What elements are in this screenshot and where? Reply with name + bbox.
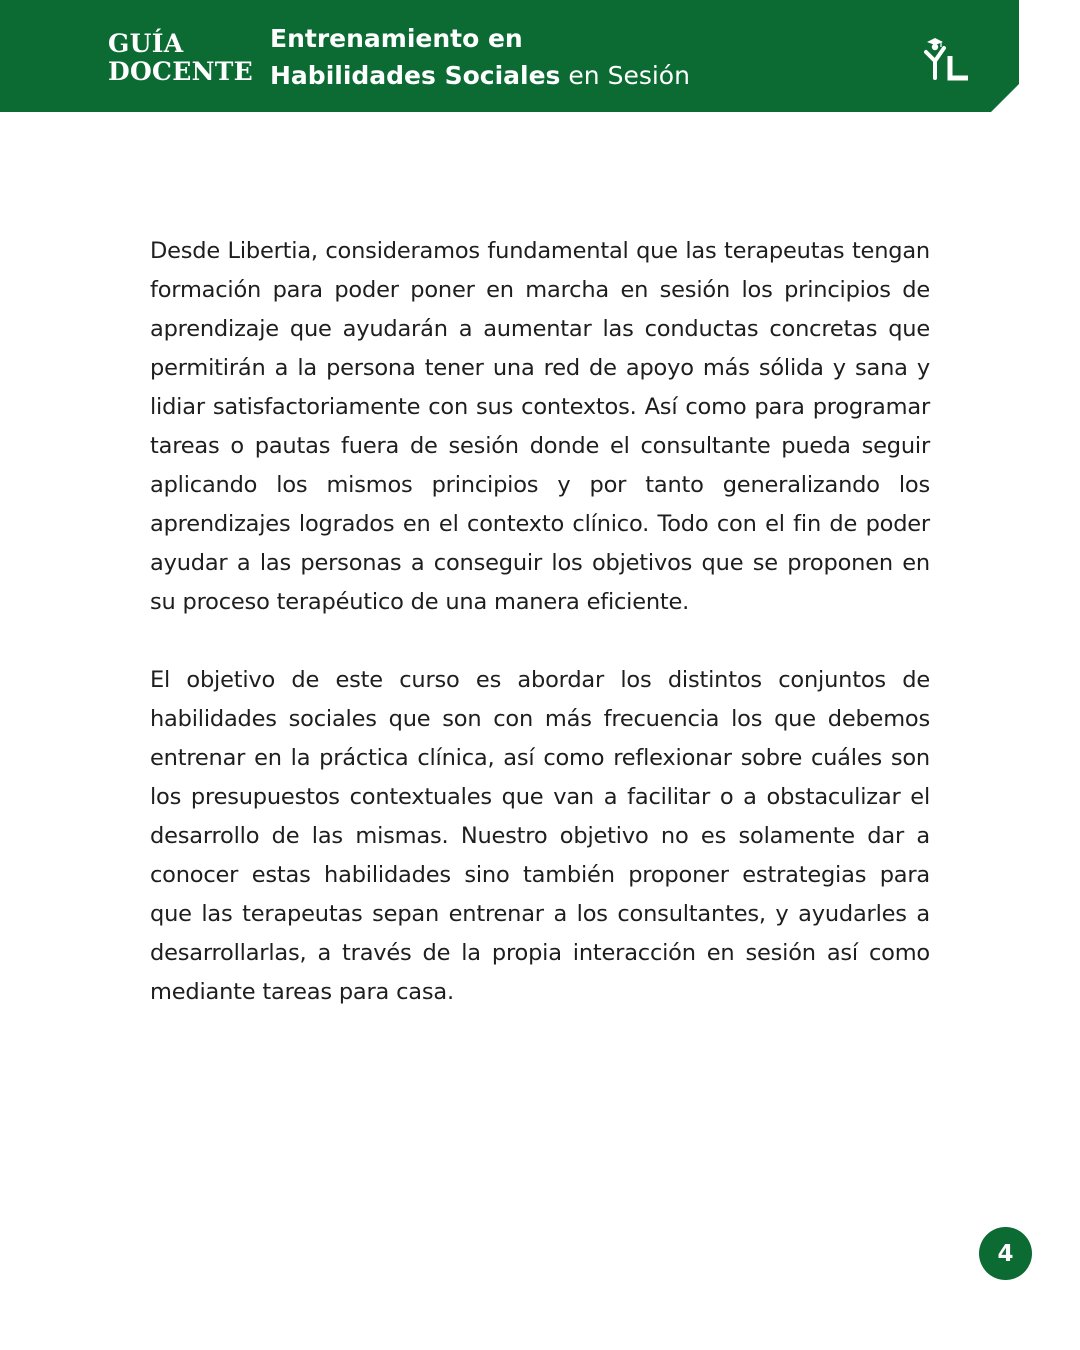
course-title-emphasis: Habilidades Sociales	[270, 61, 561, 90]
course-title	[270, 20, 690, 94]
guide-label-line2: DOCENTE	[108, 57, 254, 86]
course-title-line2	[270, 57, 690, 94]
guide-label-line1: GUÍA	[108, 29, 184, 58]
body-text	[150, 232, 930, 1051]
paragraph-objective: El objetivo de este curso es abordar los distintos conjuntos de habilidades sociales que son con más frecuencia los que debemos entrenar en la práctica clínica, así como reflexionar sobre cuáles son los presupuestos contextuales que van a facilitar o a obstaculizar el desarrollo de las mismas. Nuestro objetivo no es solamente dar a conocer estas habilidades sino también proponer estrategias para que las terapeutas sepan entrenar a los consultantes, y ayudarles a desarrollarlas, a través de la propia interacción en sesión así como mediante tareas para casa.	[150, 667, 930, 1005]
paragraph-intro: Desde Libertia, consideramos fundamental que las terapeutas tengan formación para poder poner en marcha en sesión los principios de aprendizaje que ayudarán a aumentar las conductas concretas que permitirán a la persona tener una red de apoyo más sólida y sana y lidiar satisfactoriamente con sus contextos. Así como para programar tareas o pautas fuera de sesión donde el consultante pueda seguir aplicando los mismos principios y por tanto generalizando los aprendizajes logrados en el contexto clínico. Todo con el fin de poder ayudar a las personas a conseguir los objetivos que se proponen en su proceso terapéutico de una manera eficiente.	[150, 238, 930, 615]
course-title-suffix: en Sesión	[560, 61, 690, 90]
course-title-line1: Entrenamiento en	[270, 24, 523, 53]
libertia-logo-icon	[924, 32, 974, 82]
page-number: 4	[997, 1240, 1014, 1267]
guide-label	[108, 30, 253, 86]
page-number-badge	[979, 1227, 1032, 1280]
